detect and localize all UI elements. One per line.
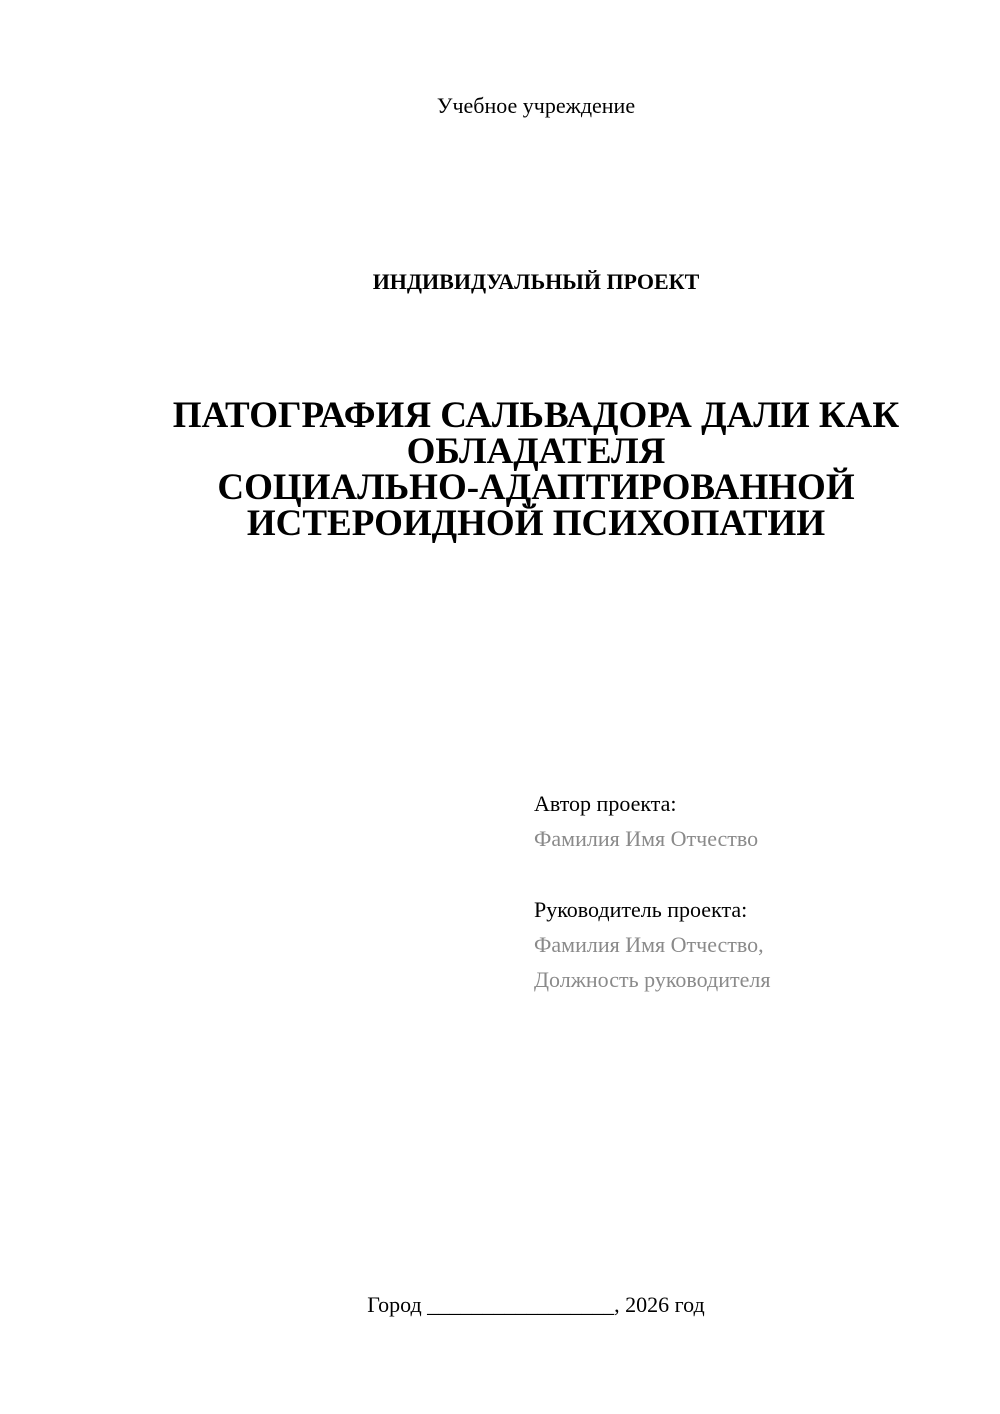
project-title-line: ПАТОГРАФИЯ САЛЬВАДОРА ДАЛИ КАК (172, 395, 900, 436)
project-title-line: ИСТЕРОИДНОЙ ПСИХОПАТИИ (246, 503, 826, 544)
project-title (100, 395, 972, 544)
supervisor-position: Должность руководителя (534, 967, 771, 992)
author-label: Автор проекта: (534, 791, 677, 816)
city-year-line: Город _________________, 2026 год (367, 1292, 705, 1317)
project-title-line: ОБЛАДАТЕЛЯ (406, 431, 666, 472)
supervisor-name: Фамилия Имя Отчество, (534, 932, 764, 957)
project-type-heading: ИНДИВИДУАЛЬНЫЙ ПРОЕКТ (372, 269, 700, 294)
author-block (534, 786, 954, 856)
supervisor-label: Руководитель проекта: (534, 897, 748, 922)
project-title-line: СОЦИАЛЬНО-АДАПТИРОВАННОЙ (217, 467, 855, 508)
supervisor-block (534, 892, 954, 997)
institution-name: Учебное учреждение (436, 93, 636, 118)
author-name: Фамилия Имя Отчество (534, 826, 759, 851)
